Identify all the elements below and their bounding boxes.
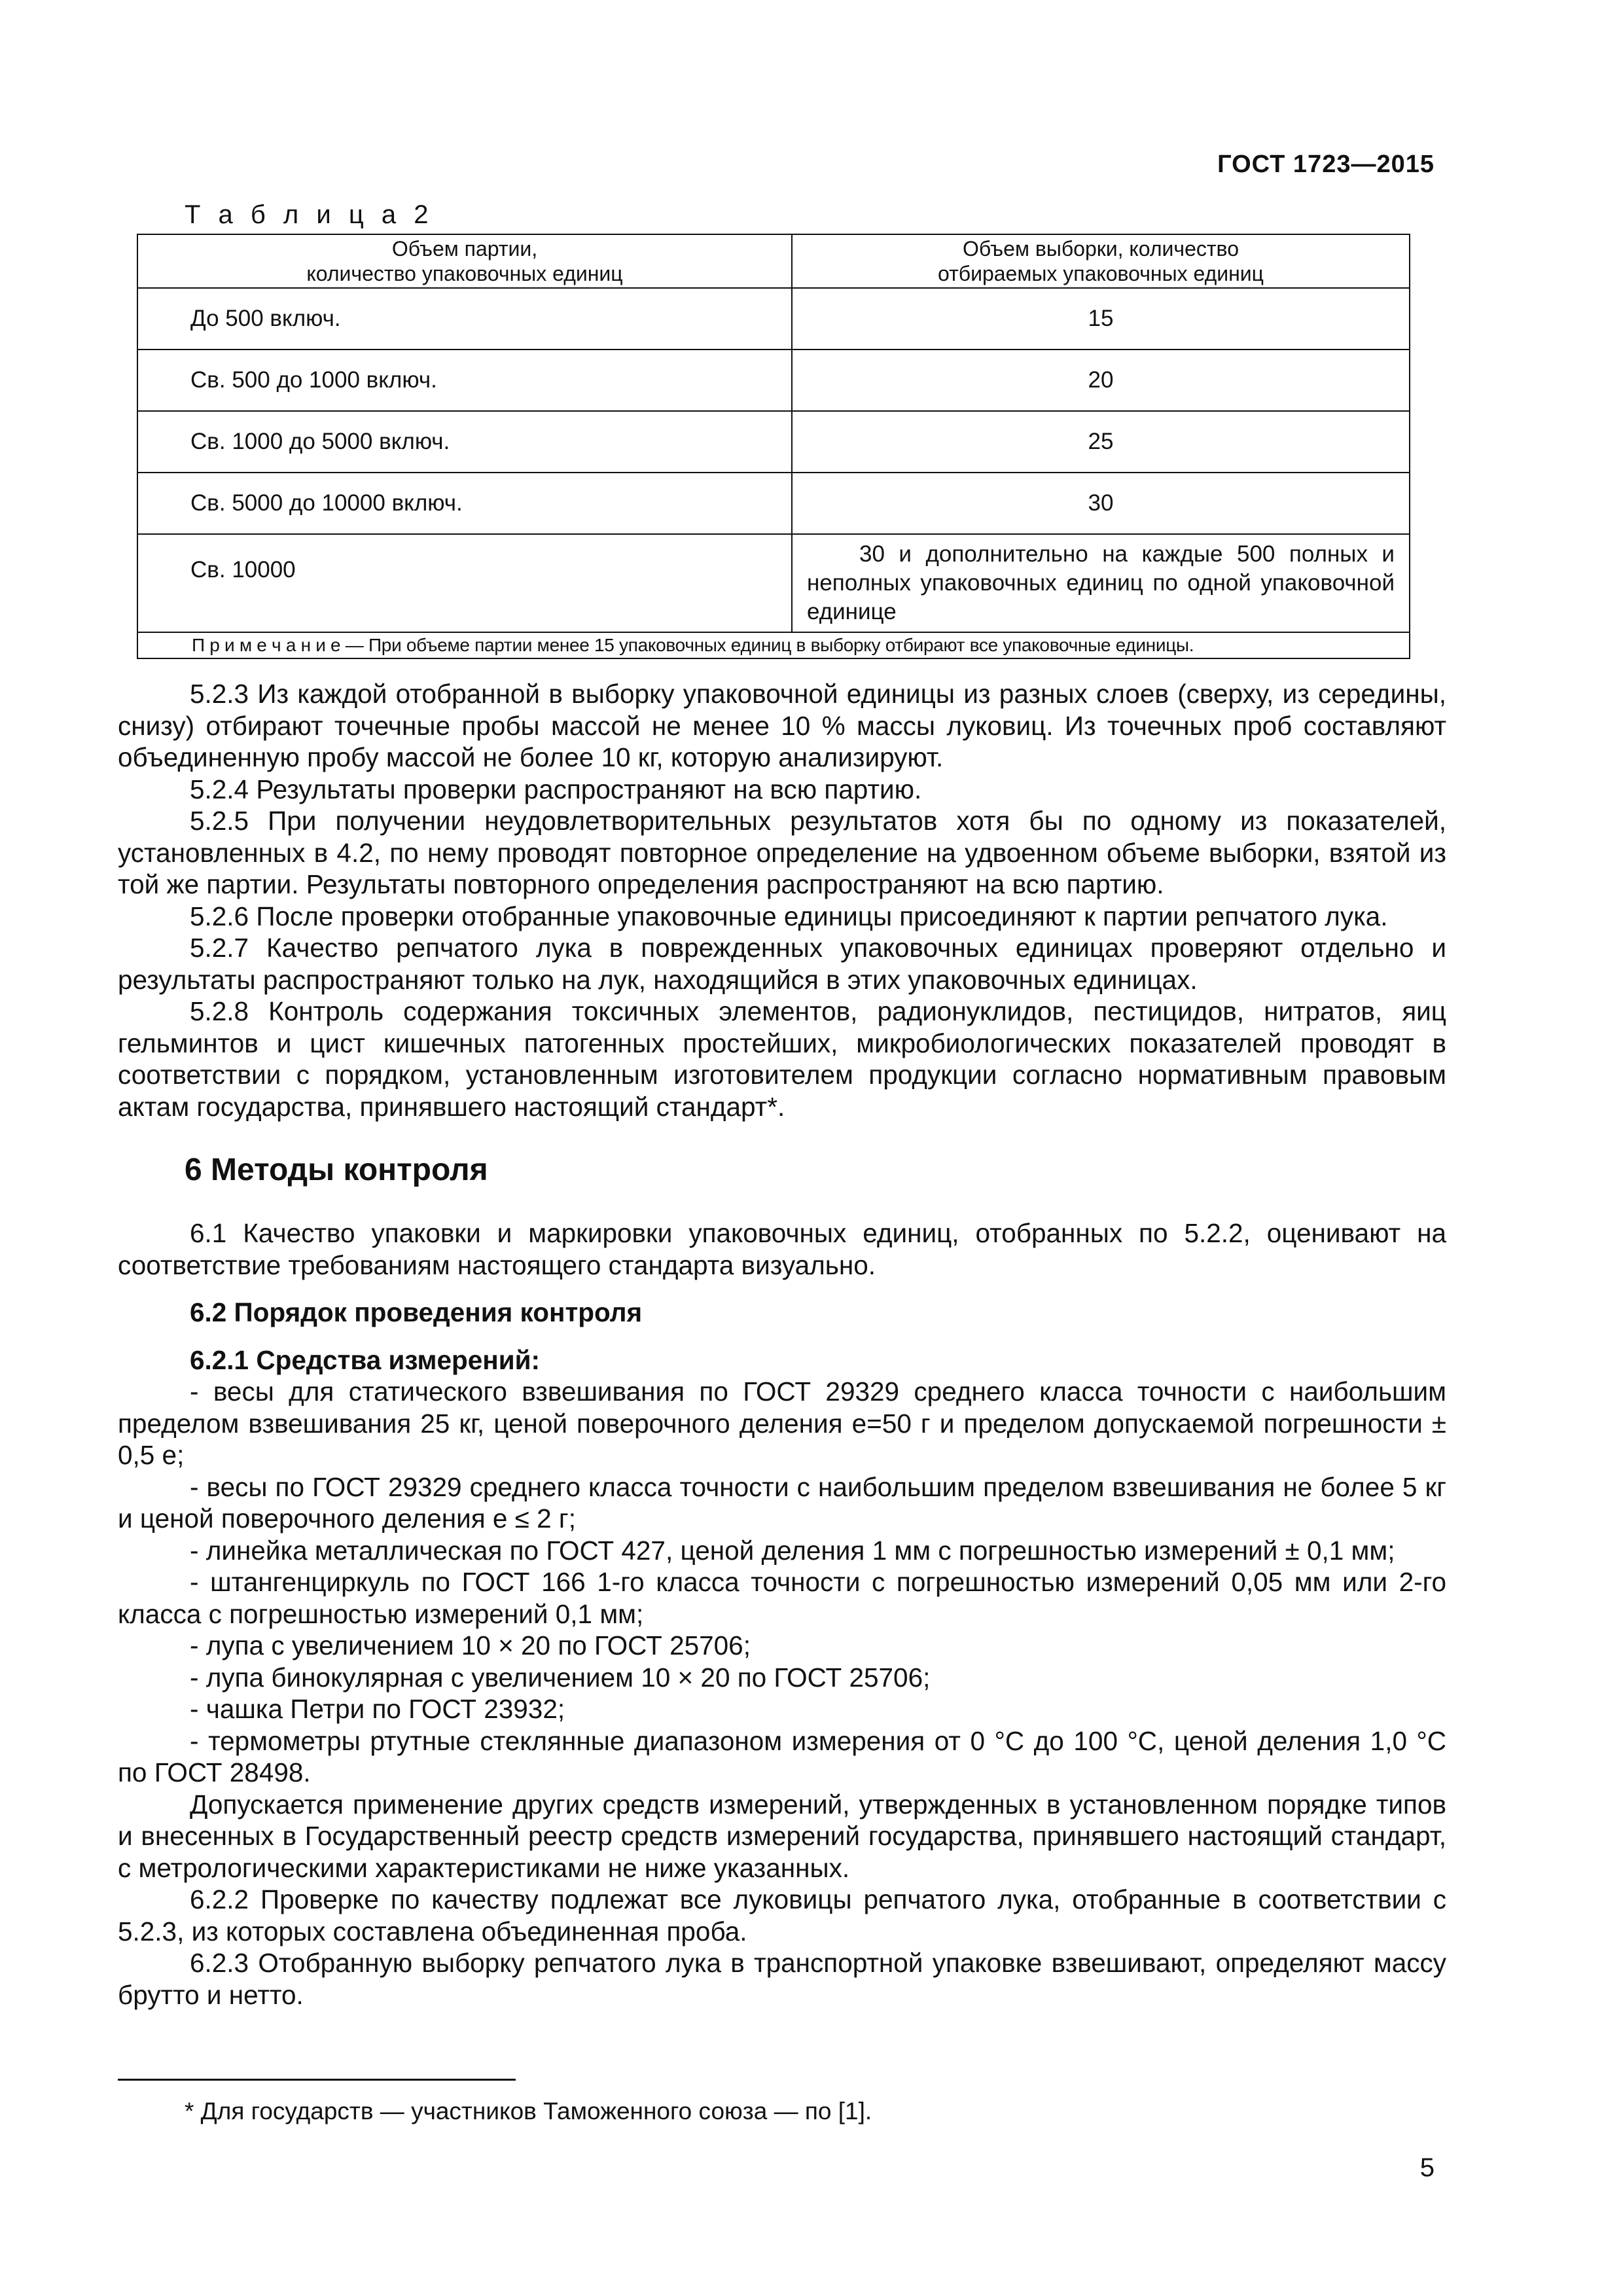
table-note-row xyxy=(137,632,1410,658)
list-item: - линейка металлическая по ГОСТ 427, ценой деления 1 мм с погрешностью измерений ± 0,1 мм; xyxy=(190,1535,1395,1566)
paragraph-5-2-6: 5.2.6 После проверки отобранные упаковочные единицы присоединяют к партии репчатого лука. xyxy=(190,901,1388,931)
subsection-heading-6-2: 6.2 Порядок проведения контроля xyxy=(190,1297,643,1327)
paragraph-5-2-4: 5.2.4 Результаты проверки распространяют на всю партию. xyxy=(190,774,922,804)
document-code-header: ГОСТ 1723—2015 xyxy=(1217,151,1435,178)
page-number: 5 xyxy=(1419,2153,1435,2182)
list-item: - весы для статического взвешивания по ГОСТ 29329 среднего класса точности с наибольшим пределом взвешивания 25 кг, ценой поверочного деления e=50 г и пределом допускаемой погрешности ± 0,5 e; xyxy=(118,1376,1446,1470)
table-note-label: П р и м е ч а н и е xyxy=(192,635,341,655)
table-cell-lot: Св. 500 до 1000 включ. xyxy=(137,350,792,411)
paragraph-allowed-instruments: Допускается применение других средств измерений, утвержденных в установленном порядке типов и внесенных в Государственный реестр средств измерений государства, принявшего настоящий стандарт, с метрологическими характеристиками не ниже указанных. xyxy=(118,1789,1446,1883)
list-item: - лупа с увеличением 10 × 20 по ГОСТ 25706; xyxy=(190,1630,751,1660)
footnote: * Для государств — участников Таможенного союза — по [1]. xyxy=(185,2098,872,2125)
table-cell-lot: Св. 1000 до 5000 включ. xyxy=(137,411,792,473)
list-item: - весы по ГОСТ 29329 среднего класса точности с наибольшим пределом взвешивания не более 5 кг и ценой поверочного деления e ≤ 2 г; xyxy=(118,1471,1446,1534)
table-row xyxy=(137,411,1410,473)
table-row xyxy=(137,534,1410,632)
sample-size-table xyxy=(137,234,1409,659)
section-heading-6: 6 Методы контроля xyxy=(185,1153,488,1187)
table-cell-lot: До 500 включ. xyxy=(137,288,792,350)
table-cell-sample: 30 и дополнительно на каждые 500 полных и неполных упаковочных единиц по одной упаковочной единице xyxy=(792,534,1410,632)
table-row xyxy=(137,473,1410,534)
paragraph-6-1: 6.1 Качество упаковки и маркировки упаковочных единиц, отобранных по 5.2.2, оценивают на соответствие требованиям настоящего стандарта визуально. xyxy=(118,1218,1446,1280)
paragraph-5-2-5: 5.2.5 При получении неудовлетворительных результатов хотя бы по одному из показателей, установленных в 4.2, по нему проводят повторное определение на удвоенном объеме выборки, взятой из той же партии. Результаты повторного определения распространяют на всю партию. xyxy=(118,806,1446,899)
table-cell-lot: Св. 10000 xyxy=(137,534,792,632)
table-cell-sample: 20 xyxy=(792,350,1410,411)
list-item: - чашка Петри по ГОСТ 23932; xyxy=(190,1694,565,1724)
table-cell-sample: 30 xyxy=(792,473,1410,534)
paragraph-6-2-2: 6.2.2 Проверке по качеству подлежат все луковицы репчатого лука, отобранные в соответствии с 5.2.3, из которых составлена объединенная проба. xyxy=(118,1884,1446,1946)
paragraph-5-2-3: 5.2.3 Из каждой отобранной в выборку упаковочной единицы из разных слоев (сверху, из середины, снизу) отбирают точечные пробы массой не менее 10 % массы луковиц. Из точечных проб составляют объединенную пробу массой не более 10 кг, которую анализируют. xyxy=(118,679,1446,772)
footnote-divider xyxy=(118,2079,516,2081)
column-header-sample-size: Объем выборки, количество отбираемых упаковочных единиц xyxy=(792,234,1410,288)
subsection-heading-6-2-1: 6.2.1 Средства измерений: xyxy=(190,1344,541,1375)
list-item: - термометры ртутные стеклянные диапазоном измерения от 0 °С до 100 °С, ценой деления 1,0 °С по ГОСТ 28498. xyxy=(118,1725,1446,1787)
table-note xyxy=(137,632,1410,658)
column-header-lot-size: Объем партии, количество упаковочных единиц xyxy=(137,234,792,288)
table-cell-lot: Св. 5000 до 10000 включ. xyxy=(137,473,792,534)
section-5-paragraphs xyxy=(118,678,1446,1122)
table-row xyxy=(137,350,1410,411)
list-item: - лупа бинокулярная с увеличением 10 × 20 по ГОСТ 25706; xyxy=(190,1662,931,1693)
table-header-row xyxy=(137,234,1410,288)
paragraph-5-2-8: 5.2.8 Контроль содержания токсичных элементов, радионуклидов, пестицидов, нитратов, яиц гельминтов и цист кишечных патогенных простейших, микробиологических показателей проводят в соответствии с порядком, установленным изготовителем продукции согласно нормативным правовым актам государства, принявшего настоящий стандарт*. xyxy=(118,996,1446,1122)
table-note-text: — При объеме партии менее 15 упаковочных единиц в выборку отбирают все упаковочные единицы. xyxy=(340,635,1194,655)
list-item: - штангенциркуль по ГОСТ 166 1-го класса точности с погрешностью измерений 0,05 мм или 2-го класса с погрешностью измерений 0,1 мм; xyxy=(118,1567,1446,1629)
table-caption: Т а б л и ц а 2 xyxy=(185,200,434,229)
section-6-content xyxy=(118,1217,1446,2011)
table-cell-sample: 15 xyxy=(792,288,1410,350)
paragraph-6-2-3: 6.2.3 Отобранную выборку репчатого лука в транспортной упаковке взвешивают, определяют массу брутто и нетто. xyxy=(118,1948,1446,2010)
table-cell-sample: 25 xyxy=(792,411,1410,473)
table-row xyxy=(137,288,1410,350)
paragraph-5-2-7: 5.2.7 Качество репчатого лука в поврежденных упаковочных единицах проверяют отдельно и результаты распространяют только на лук, находящийся в этих упаковочных единицах. xyxy=(118,933,1446,995)
